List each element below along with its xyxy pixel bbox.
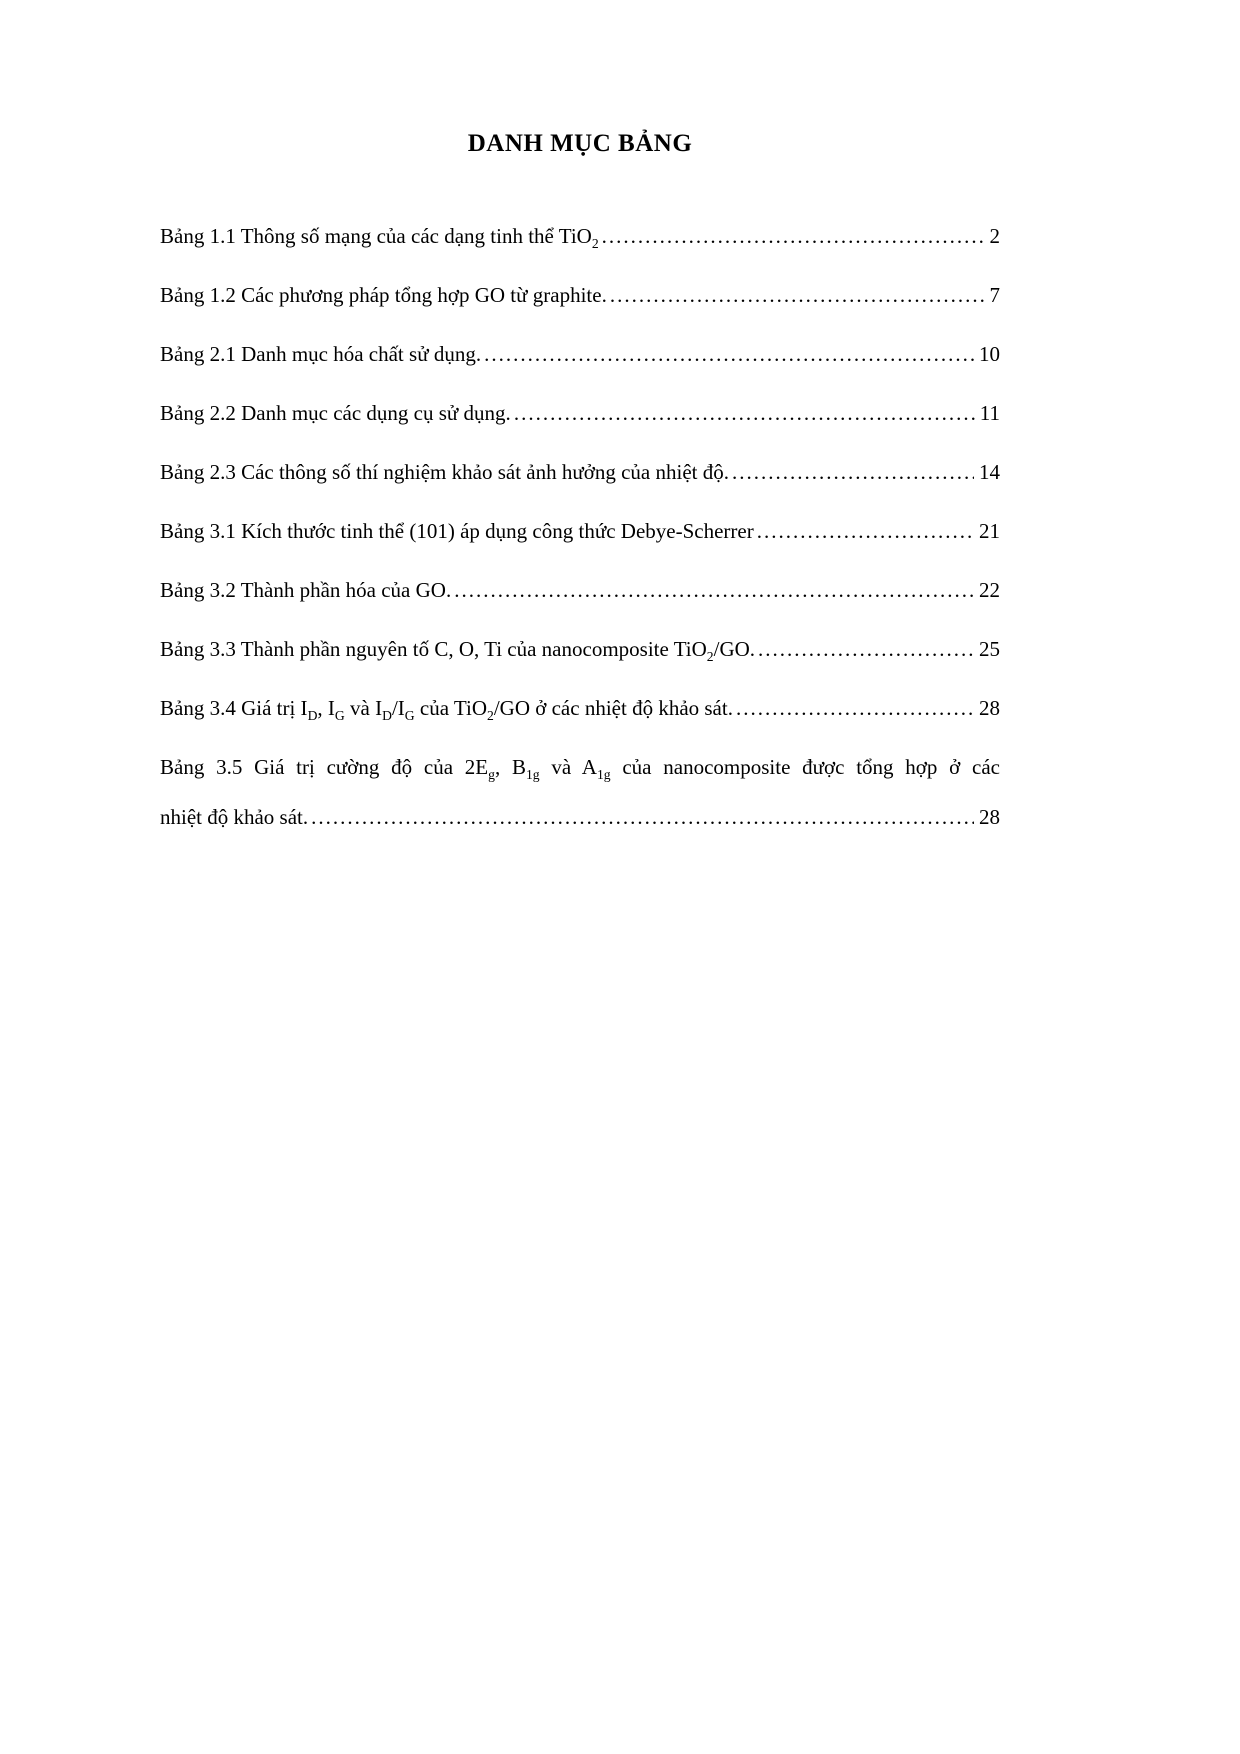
toc-entry: [160, 270, 1000, 320]
toc-entry-page-number: 10: [979, 342, 1000, 366]
toc-entry-line: [160, 792, 1000, 842]
toc-entry: [160, 565, 1000, 615]
toc-entry-line: [160, 270, 1000, 320]
toc-entry: [160, 447, 1000, 497]
toc-entry-page-number: 11: [979, 401, 1000, 425]
toc-entry-text-line1: Bảng 3.5 Giá trị cường độ của $2E_g$, $B_{1g}$ và $A_{1g}$ của nanocomposite được tổng hợp ở các: [160, 755, 1000, 783]
toc-entry: [160, 211, 1000, 261]
dotted-leader: [454, 565, 974, 615]
toc-entry-label: nhiệt độ khảo sát.: [160, 805, 309, 829]
dotted-leader: [602, 211, 985, 261]
toc-entry: [160, 742, 1000, 842]
toc-entry-page-number: 2: [989, 224, 1000, 248]
toc-entry-line: [160, 683, 1000, 733]
dotted-leader: [311, 792, 974, 842]
toc-entry: [160, 683, 1000, 733]
toc-entry-label: Bảng 3.1 Kích thước tinh thể (101) áp dụng công thức Debye-Scherrer: [160, 519, 754, 543]
toc-entry: [160, 506, 1000, 556]
toc-entry-label: Bảng 1.1 Thông số mạng của các dạng tinh thể TiO$_2$: [160, 224, 599, 252]
toc-entry-page-number: 14: [979, 460, 1000, 484]
toc-entry-page-number: 28: [979, 805, 1000, 829]
toc-entry-page-number: 7: [989, 283, 1000, 307]
toc-entry-page-number: 28: [979, 696, 1000, 720]
toc-entry-line: [160, 211, 1000, 261]
toc-entry-label: Bảng 2.3 Các thông số thí nghiệm khảo sát ảnh hưởng của nhiệt độ.: [160, 460, 729, 484]
toc-entry-page-number: 22: [979, 578, 1000, 602]
toc-entry-label: Bảng 2.2 Danh mục các dụng cụ sử dụng.: [160, 401, 511, 425]
dotted-leader: [514, 388, 975, 438]
dotted-leader: [484, 329, 974, 379]
toc-entry: [160, 388, 1000, 438]
dotted-leader: [757, 506, 974, 556]
dotted-leader: [732, 447, 974, 497]
toc-entry-line: [160, 565, 1000, 615]
toc-entry: [160, 329, 1000, 379]
toc-entry-line: [160, 506, 1000, 556]
toc-entry-line: [160, 624, 1000, 674]
dotted-leader: [736, 683, 974, 733]
toc-entry-line: [160, 447, 1000, 497]
toc-entry-label: Bảng 1.2 Các phương pháp tổng hợp GO từ graphite.: [160, 283, 607, 307]
table-of-contents: [160, 211, 1000, 842]
toc-entry-label: Bảng 2.1 Danh mục hóa chất sử dụng.: [160, 342, 482, 366]
toc-entry-page-number: 25: [979, 637, 1000, 661]
dotted-leader: [610, 270, 985, 320]
page-title: DANH MỤC BẢNG: [467, 130, 693, 157]
toc-entry-page-number: 21: [979, 519, 1000, 543]
toc-entry-label: Bảng 3.3 Thành phần nguyên tố C, O, Ti của nanocomposite TiO$_2$/GO.: [160, 637, 756, 665]
toc-entry-label: Bảng 3.4 Giá trị $I_D$, $I_G$ và $I_D/I_G$ của TiO$_2$/GO ở các nhiệt độ khảo sát.: [160, 696, 733, 724]
toc-entry-line: [160, 329, 1000, 379]
dotted-leader: [758, 624, 974, 674]
toc-entry-label: Bảng 3.2 Thành phần hóa của GO.: [160, 578, 452, 602]
toc-entry: [160, 624, 1000, 674]
toc-entry-line: [160, 388, 1000, 438]
